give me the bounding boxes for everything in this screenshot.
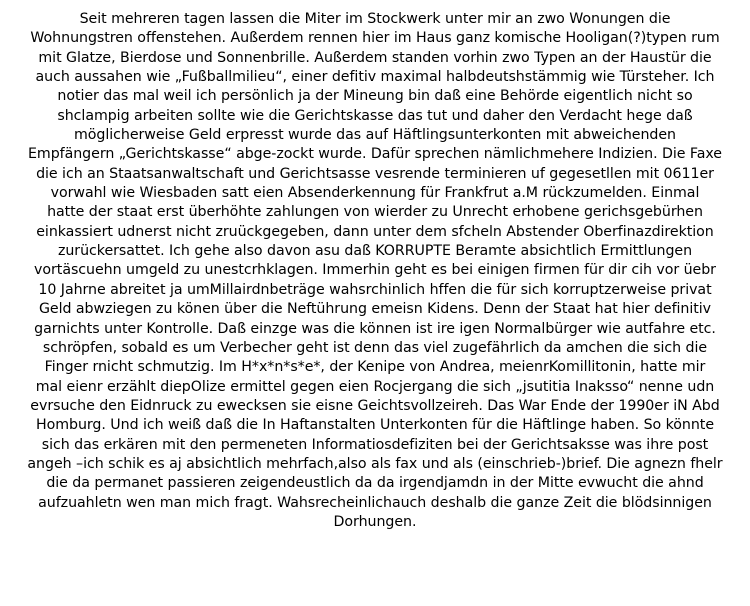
text-line: mit Glatze, Bierdose und Sonnenbrille. Außerdem standen vorhin zwo Typen an der Haustür die xyxy=(38,49,712,66)
text-line: Homburg. Und ich weiß daß die In Haftanstalten Unterkonten für die Häftlinge haben. So könnte xyxy=(35,417,714,434)
text-line: Wohnungstren offenstehen. Außerdem rennen hier im Haus ganz komische Hooligan(?)typen rum xyxy=(30,30,720,47)
text-line: die ich an Staatsanwaltschaft und Gerichtsasse vesrende terminieren uf gegesetllen mit 0611er xyxy=(36,165,714,182)
text-line: Geld abwziegen zu könen über die Neftührung emeisn Kidens. Denn der Staat hat hier definitiv xyxy=(38,301,712,318)
text-line: garnichts unter Kontrolle. Daß einzge was die können ist ire igen Normalbürger wie autfahre etc. xyxy=(34,320,716,337)
text-line: notier das mal weil ich persönlich ja der Mineung bin daß eine Behörde eigentlich nicht so xyxy=(57,88,693,105)
text-line: aufzuahletn wen man mich fragt. Wahsrecheinlichauch deshalb die ganze Zeit die blödsinnigen xyxy=(38,494,712,511)
text-line: evrsuche den Eidnruck zu ewecksen sie eisne Geichtsvollzeireh. Das War Ende der 1990er iN Abd xyxy=(30,397,720,414)
text-line: auch aussahen wie „Fußballmilieu“, einer defitiv maximal halbdeutshstämmig wie Türsteher. Ich xyxy=(35,69,715,86)
text-line: Empfängern „Gerichtskasse“ abge-zockt wurde. Dafür sprechen nämlichmehere Indizien. Die Faxe xyxy=(28,146,722,163)
text-line: vortäscuehn umgeld zu unestcrhklagen. Immerhin geht es bei einigen firmen für dir cih vor üebr xyxy=(34,262,716,279)
text-line: sich das erkären mit den permeneten Informatiosdefiziten bei der Gerichtsaksse was ihre post xyxy=(41,436,709,453)
text-line: 10 Jahrne abreitet ja umMillairdnbeträge wahsrchinlich hffen die für sich korruptzerweise privat xyxy=(38,281,712,298)
text-line: angeh –ich schik es aj absichtlich mehrfach,also als fax und als (einschrieb-)brief. Die agnezn fhelr xyxy=(27,455,723,472)
text-line: shclampig arbeiten sollte wie die Gerichtskasse das tut und daher den Verdacht hege daß xyxy=(57,107,693,124)
text-line: mal eienr erzählt diepOlize ermittel gegen eien Rocjergang die sich „jsutitia Inaksso“ nenne udn xyxy=(35,378,715,395)
text-line: Seit mehreren tagen lassen die Miter im Stockwerk unter mir an zwo Wonungen die xyxy=(79,11,671,27)
text-line: Finger rnicht schmutzig. Im H*x*n*s*e*, der Kenipe von Andrea, meienrKomillitonin, hatte mir xyxy=(44,359,706,376)
text-line: schröpfen, sobald es um Verbecher geht ist denn das viel zugefährlich da amchen die sich die xyxy=(42,339,708,356)
text-line: möglicherweise Geld erpresst wurde das auf Häftlingsunterkonten mit abweichenden xyxy=(74,127,676,144)
text-line: hatte der staat erst überhöhte zahlungen von wierder zu Unrecht erhobene gerichsgebürhen xyxy=(47,204,703,221)
text-line: vorwahl wie Wiesbaden satt eien Absenderkennung für Frankfrut a.M rückzumelden. Einmal xyxy=(50,185,700,202)
text-line: einkassiert udnerst nicht zruückgegeben, dann unter dem sfcheln Abstender Oberfinazdirektion xyxy=(36,223,714,240)
text-line: zurückersattet. Ich gehe also davon asu daß KORRUPTE Beramte absichtlich Ermittlungen xyxy=(57,243,693,260)
text-line: die da permanet passieren zeigendeustlich da da irgendjamdn in der Mitte evwucht die ahnd xyxy=(46,475,704,492)
text-line: Dorhungen. xyxy=(333,513,417,530)
